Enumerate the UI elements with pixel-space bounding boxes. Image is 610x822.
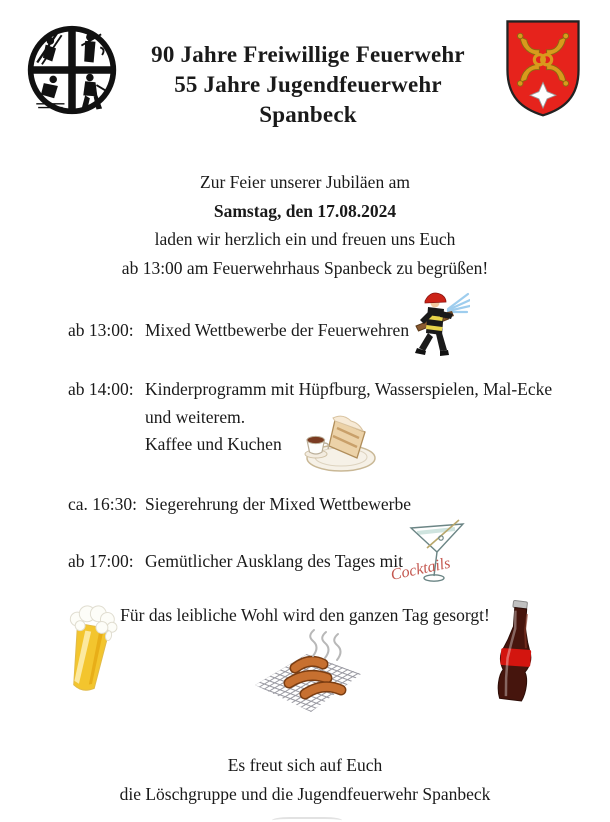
schedule-desc: Siegerehrung der Mixed Wettbewerbe [145, 494, 412, 514]
intro-line-3: laden wir herzlich ein und freuen uns Euch [154, 229, 456, 249]
intro-line-1: Zur Feier unserer Jubiläen am [200, 172, 410, 192]
page-title [108, 40, 508, 130]
coffee-cake-icon [297, 414, 381, 474]
title-line-3: Spanbeck [259, 102, 357, 127]
intro-line-4: ab 13:00 am Feuerwehrhaus Spanbeck zu begrüßen! [121, 257, 489, 278]
schedule-desc-line: und weiterem. [145, 406, 246, 427]
schedule-desc-line: Kinderprogramm mit Hüpfburg, Wasserspielen, Mal-Ecke [145, 379, 553, 399]
spanbeck-coat-of-arms-icon [502, 16, 584, 118]
cocktails-icon [389, 518, 477, 590]
title-line-2: 55 Jahre Jugendfeuerwehr [174, 72, 442, 97]
schedule-time: ab 17:00: [68, 551, 134, 571]
beer-icon [54, 600, 126, 699]
catering-text: Für das leibliche Wohl wird den ganzen Tag gesorgt! [120, 605, 490, 625]
footer-line-1: Es freut sich auf Euch [227, 755, 383, 775]
schedule-desc: Mixed Wettbewerbe der Feuerwehren [145, 320, 410, 340]
title-line-1: 90 Jahre Freiwillige Feuerwehr [151, 42, 465, 67]
cola-bottle-icon [489, 599, 543, 711]
footer-text [0, 751, 610, 808]
schedule-time: ca. 16:30: [68, 494, 138, 514]
firefighter-icon [406, 287, 470, 359]
invitation-text [0, 168, 610, 282]
cutoff-image-edge [272, 817, 342, 822]
grill-sausages-icon [249, 628, 369, 718]
event-date: Samstag, den 17.08.2024 [213, 200, 397, 221]
cocktails-script-label: Cocktails [389, 554, 452, 584]
schedule-row-1 [68, 317, 409, 345]
schedule-row-3 [68, 491, 411, 519]
schedule-time: ab 14:00: [68, 379, 134, 399]
schedule-desc-line: Kaffee und Kuchen [145, 434, 282, 454]
fire-brigade-emblem-icon [25, 16, 119, 124]
schedule-row-4 [68, 548, 403, 576]
schedule-desc: Gemütlicher Ausklang des Tages mit [145, 551, 403, 571]
footer-line-2: die Löschgruppe und die Jugendfeuerwehr Spanbeck [119, 783, 491, 804]
schedule-time: ab 13:00: [68, 320, 134, 340]
